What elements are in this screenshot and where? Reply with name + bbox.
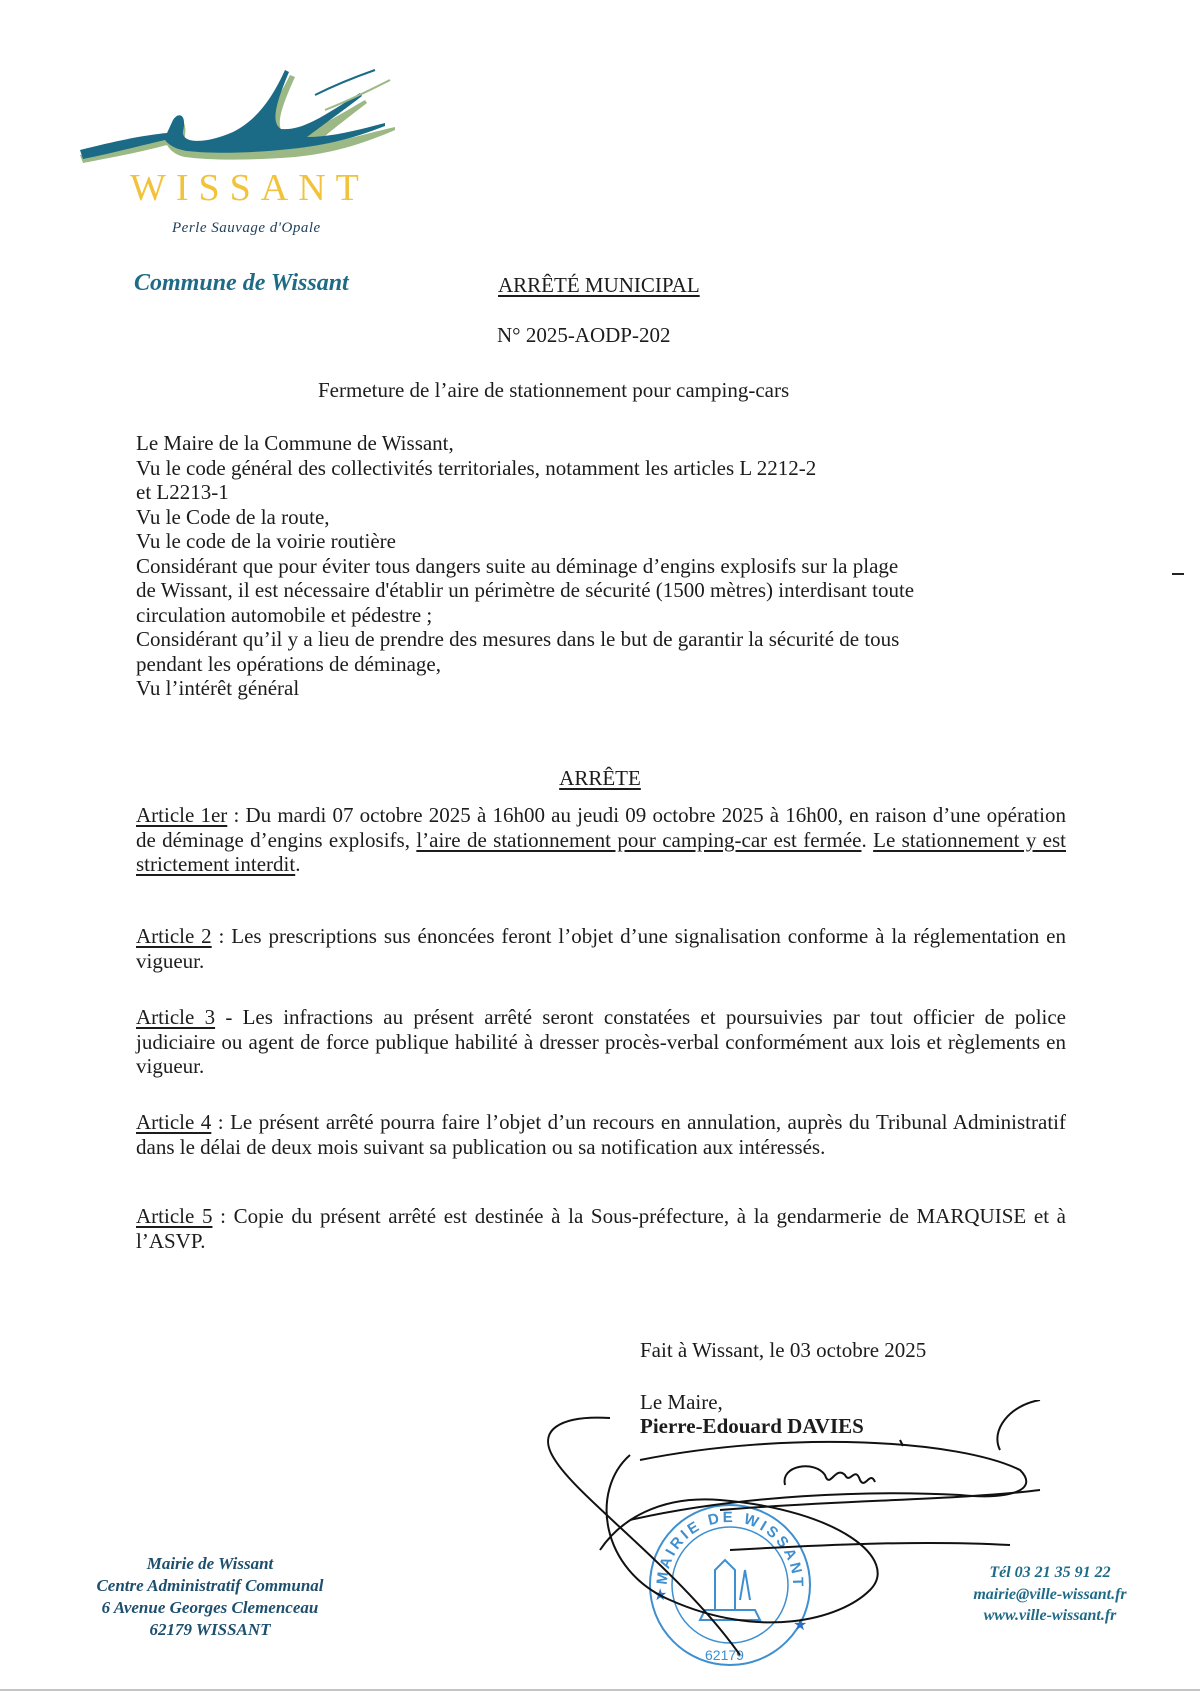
preamble-line: de Wissant, il est nécessaire d'établir un périmètre de sécurité (1500 mètres) interdisant toute	[136, 578, 915, 602]
article-1	[136, 803, 1066, 877]
article-text: Copie du présent arrêté est destinée à la Sous-préfecture, à la gendarmerie de MARQUISE et à l’ASVP.	[136, 1204, 1066, 1253]
document-number: N° 2025-AODP-202	[497, 323, 671, 347]
footer-line: 6 Avenue Georges Clemenceau	[101, 1598, 319, 1617]
article-4	[136, 1110, 1066, 1159]
preamble-line: et L2213-1	[136, 480, 229, 504]
preamble-line: pendant les opérations de déminage,	[136, 651, 441, 676]
tagline: Perle Sauvage d'Opale	[172, 220, 321, 236]
article-text: .	[861, 827, 874, 852]
document-subject: Fermeture de l’aire de stationnement pour camping-cars	[318, 378, 790, 402]
preamble	[136, 431, 1066, 701]
article-separator: :	[211, 924, 232, 948]
article-separator: :	[211, 1110, 231, 1134]
article-text: .	[295, 852, 301, 876]
svg-text:WISSANT: WISSANT	[130, 167, 369, 209]
article-2	[136, 924, 1066, 973]
preamble-line: Considérant que pour éviter tous dangers suite au déminage d’engins explosifs sur la plage	[136, 553, 899, 578]
article-label: Article 5	[136, 1204, 213, 1228]
footer-website[interactable]: www.ville-wissant.fr	[983, 1607, 1117, 1624]
preamble-line: Vu le Code de la route,	[136, 504, 330, 529]
wissant-logo	[75, 65, 415, 215]
article-label: Article 2	[136, 924, 212, 948]
footer-line: 62179 WISSANT	[149, 1620, 271, 1639]
document-title: ARRÊTÉ MUNICIPAL	[498, 273, 700, 297]
svg-text:★: ★	[793, 1617, 808, 1634]
signatory-name: Pierre-Edouard DAVIES	[640, 1414, 864, 1438]
article-text: Les infractions au présent arrêté seront constatées et poursuivies par tout officier de police judiciaire ou agent de force publique habilité à dresser procès-verbal conformément aux lois et règlements en vigueur.	[136, 1005, 1067, 1078]
article-label: Article 3	[136, 1005, 216, 1029]
svg-text:MAIRIE DE WISSANT: MAIRIE DE WISSANT	[653, 1508, 807, 1590]
article-text: Le présent arrêté pourra faire l’objet d’un recours en annulation, auprès du Tribunal Administratif dans le délai de deux mois suivant sa publication ou sa notification aux intéressés.	[136, 1110, 1066, 1159]
footer-contact	[900, 1562, 1200, 1627]
preamble-line: Vu le code général des collectivités territoriales, notamment les articles L 2212-2	[136, 455, 817, 480]
footer-line: Centre Administratif Communal	[96, 1576, 324, 1595]
margin-mark	[1172, 573, 1184, 575]
place-date: Fait à Wissant, le 03 octobre 2025	[640, 1338, 927, 1362]
article-5	[136, 1204, 1066, 1253]
preamble-line: Vu le code de la voirie routière	[136, 529, 396, 553]
article-separator: :	[227, 803, 246, 827]
signatory-title: Le Maire,	[640, 1390, 723, 1414]
article-text: Du mardi 07 octobre 2025 à 16h00 au jeudi 09 octobre 2025 à 16h00, en raison d’une opération de déminage d’engins explosifs,	[136, 803, 1066, 852]
article-label: Article 1er	[136, 803, 228, 827]
page-edge	[0, 1689, 1200, 1691]
article-emphasis: l’aire de stationnement pour camping-car est fermée	[416, 827, 862, 852]
article-separator: :	[212, 1204, 234, 1228]
article-emphasis: Le stationnement y est	[873, 827, 1067, 852]
preamble-line: circulation automobile et pédestre ;	[136, 602, 433, 627]
footer-line: Mairie de Wissant	[146, 1554, 274, 1573]
preamble-line: Vu l’intérêt général	[136, 676, 300, 700]
article-emphasis: strictement interdit	[136, 852, 296, 876]
commune-name: Commune de Wissant	[134, 270, 349, 296]
article-3	[136, 1005, 1066, 1079]
article-text: Les prescriptions sus énoncées feront l’objet d’une signalisation conforme à la réglementation en vigueur.	[136, 924, 1066, 973]
article-separator: -	[215, 1005, 243, 1029]
decree-heading: ARRÊTE	[559, 766, 641, 790]
footer-phone: Tél 03 21 35 91 22	[989, 1564, 1111, 1581]
footer-address	[40, 1553, 380, 1641]
svg-text:62179: 62179	[705, 1647, 744, 1663]
preamble-line: Considérant qu’il y a lieu de prendre des mesures dans le but de garantir la sécurité de tous	[136, 627, 900, 651]
preamble-line: Le Maire de la Commune de Wissant,	[136, 431, 454, 455]
footer-email[interactable]: mairie@ville-wissant.fr	[973, 1585, 1127, 1603]
article-label: Article 4	[136, 1110, 212, 1134]
svg-text:★: ★	[653, 1587, 668, 1604]
